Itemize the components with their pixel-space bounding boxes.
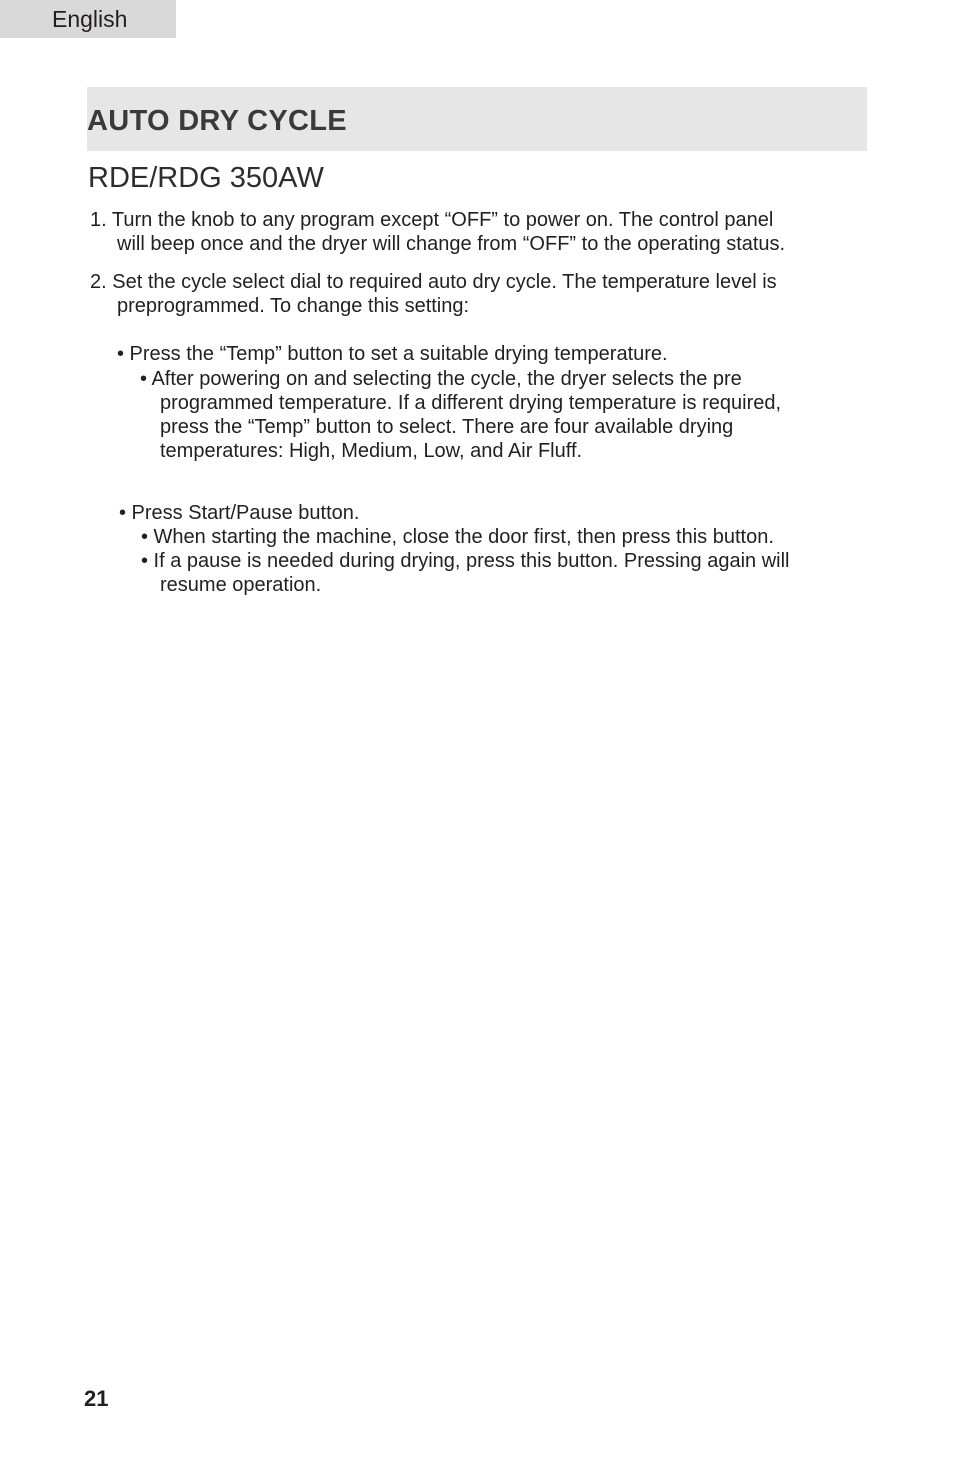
- temp-bullet-sub-line-4: temperatures: High, Medium, Low, and Air Fluff.: [160, 440, 583, 462]
- temp-bullet-sub-line-2: programmed temperature. If a different drying temperature is required,: [160, 392, 782, 414]
- step-1-line-1: 1. Turn the knob to any program except “OFF” to power on. The control panel: [90, 209, 774, 231]
- step-2-line-1: 2. Set the cycle select dial to required auto dry cycle. The temperature level is: [90, 271, 777, 293]
- start-bullet-sub-2-line-2: resume operation.: [160, 574, 322, 596]
- section-title: AUTO DRY CYCLE: [87, 105, 347, 137]
- start-bullet-sub-1: • When starting the machine, close the door first, then press this button.: [141, 526, 774, 548]
- start-bullet-main: • Press Start/Pause button.: [119, 502, 360, 524]
- step-2-line-2: preprogrammed. To change this setting:: [117, 295, 470, 317]
- step-1-line-2: will beep once and the dryer will change from “OFF” to the operating status.: [117, 233, 786, 255]
- temp-bullet-sub-line-1: • After powering on and selecting the cycle, the dryer selects the pre: [140, 368, 742, 390]
- section-header-bar: [87, 87, 867, 151]
- temp-bullet-sub-line-3: press the “Temp” button to select. There are four available drying: [160, 416, 734, 438]
- temp-bullet-main: • Press the “Temp” button to set a suitable drying temperature.: [117, 343, 668, 365]
- start-bullet-sub-2-line-1: • If a pause is needed during drying, press this button. Pressing again will: [141, 550, 790, 572]
- page-number: 21: [84, 1386, 109, 1411]
- model-title: RDE/RDG 350AW: [88, 162, 324, 194]
- language-tab: English: [0, 0, 176, 38]
